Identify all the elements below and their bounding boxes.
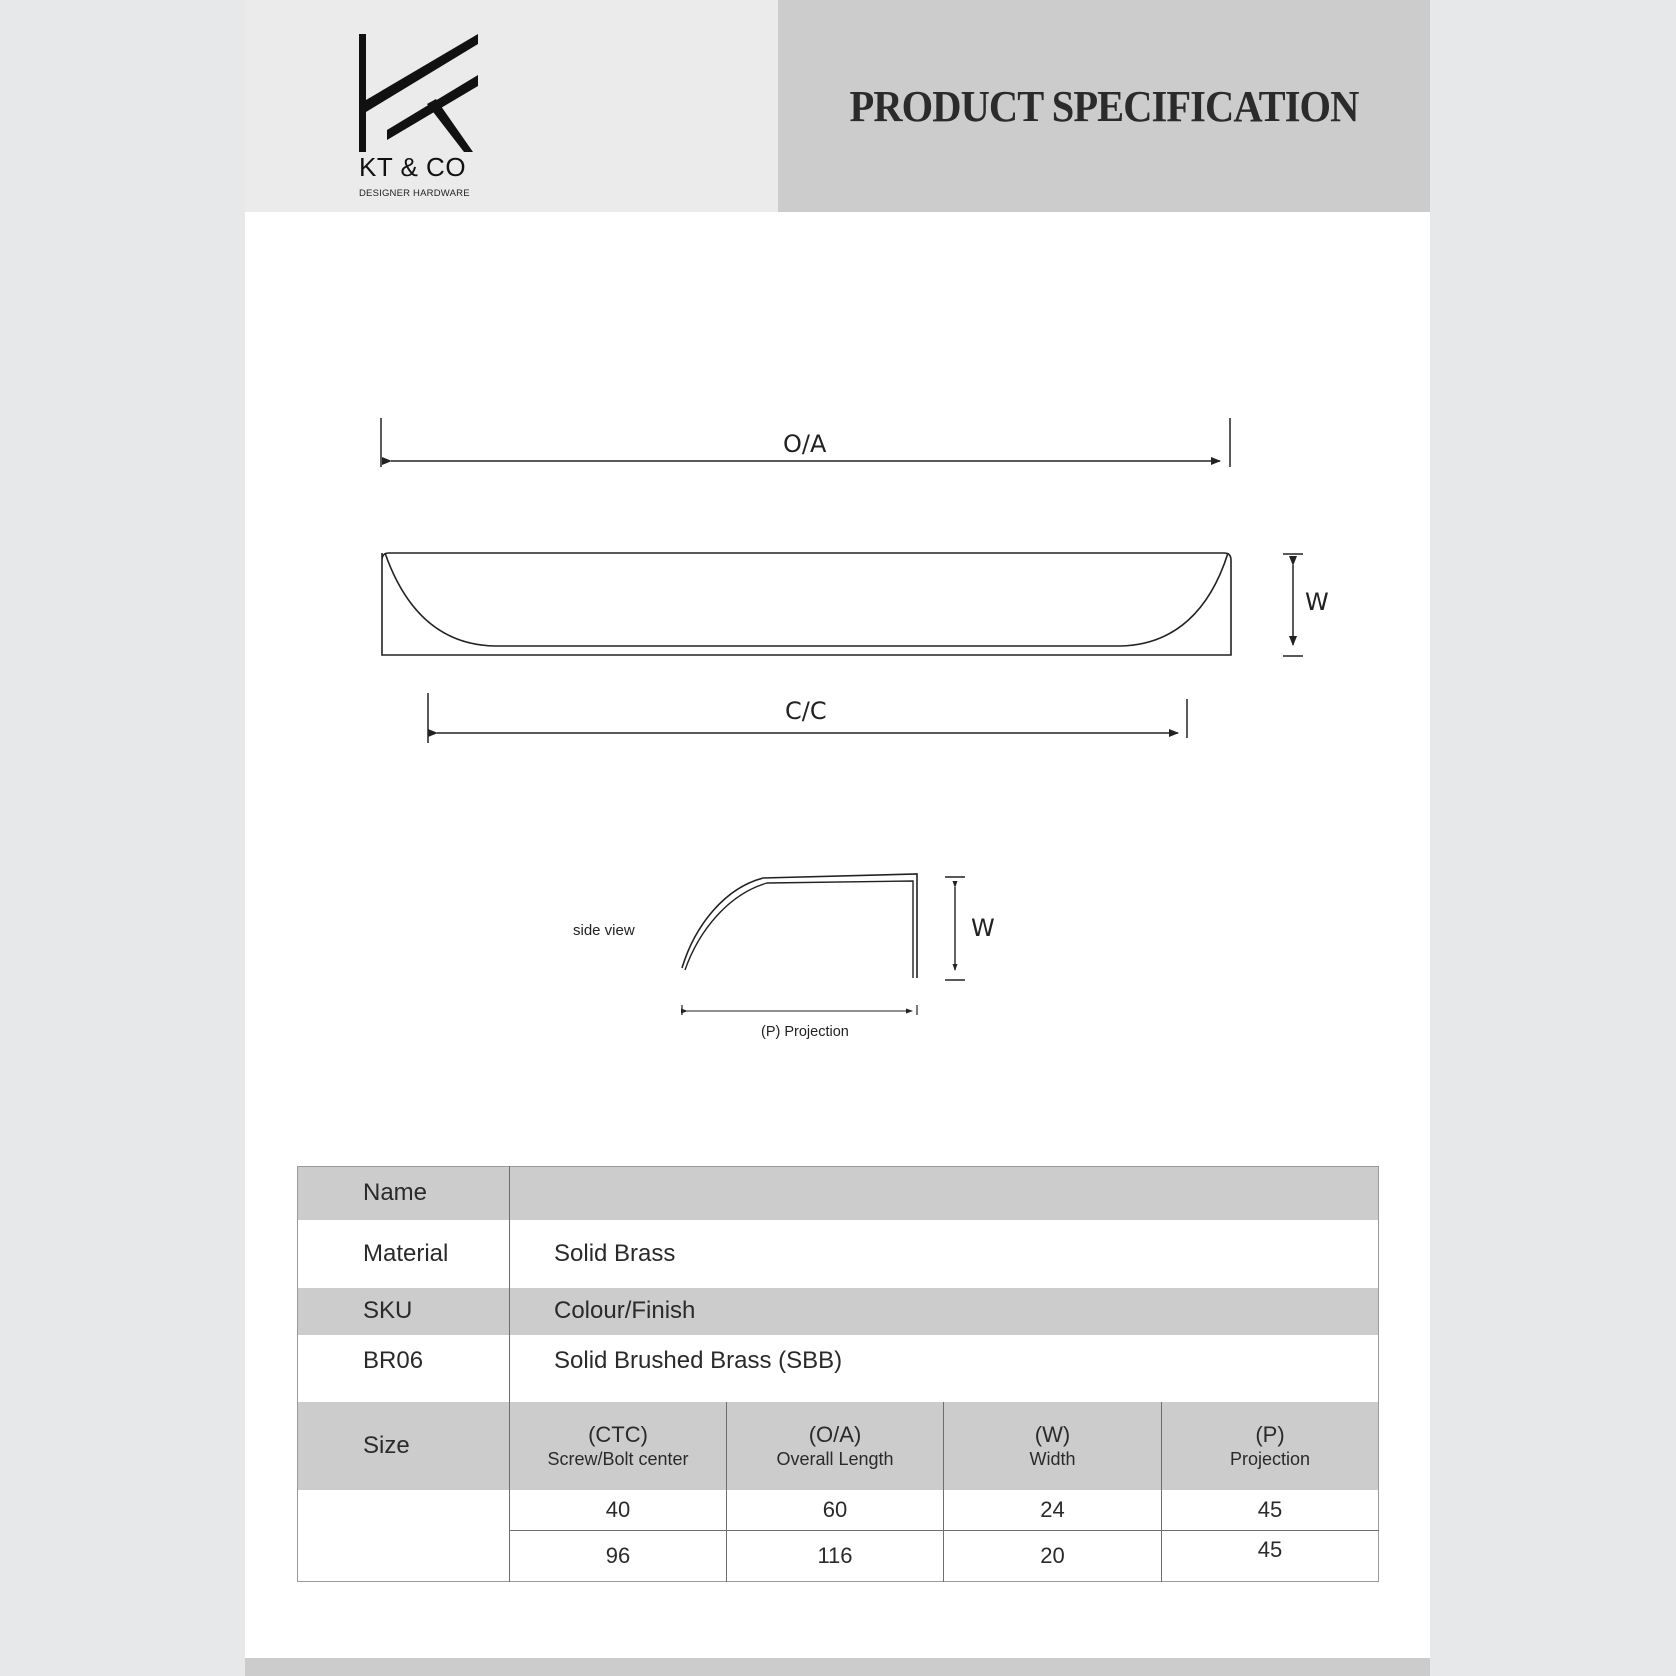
handle-drawing-icon: [245, 0, 1430, 1100]
colour-finish-value: Solid Brushed Brass (SBB): [510, 1335, 1379, 1402]
name-label: Name: [363, 1179, 428, 1207]
projection-desc: Projection: [1229, 1449, 1311, 1469]
oa-value: 60: [727, 1490, 944, 1531]
table-row-sku-value: [298, 1335, 1379, 1402]
projection-code: (P): [1255, 1421, 1285, 1447]
width-header: [944, 1402, 1162, 1490]
spec-table: [297, 1166, 1379, 1582]
projection-value: 45: [1162, 1490, 1379, 1531]
table-row-sku: [298, 1288, 1379, 1335]
table-row-size-header: [298, 1402, 1379, 1490]
oa-code: (O/A): [808, 1421, 862, 1447]
oa-header: [727, 1402, 944, 1490]
brand-tagline: DESIGNER HARDWARE: [359, 188, 470, 199]
table-row-name: [298, 1167, 1379, 1220]
oa-desc: Overall Length: [776, 1449, 894, 1469]
colour-finish-label: Colour/Finish: [510, 1288, 1379, 1335]
size-empty-cell: [298, 1490, 510, 1582]
width-label: W: [1305, 588, 1329, 616]
material-value: Solid Brass: [510, 1220, 1379, 1288]
technical-drawing: [245, 0, 1430, 1100]
overall-length-label: O/A: [783, 430, 827, 458]
ctc-code: (CTC): [588, 1421, 648, 1447]
ctc-header: [510, 1402, 727, 1490]
table-row-material: [298, 1220, 1379, 1288]
name-value: [510, 1167, 1379, 1220]
projection-label: (P) Projection: [761, 1024, 849, 1040]
width-value: 20: [944, 1531, 1162, 1582]
ctc-value: 96: [510, 1531, 727, 1582]
material-label: Material: [363, 1239, 449, 1267]
ctc-value: 40: [510, 1490, 727, 1531]
sku-value: BR06: [363, 1346, 424, 1374]
table-row: [298, 1490, 1379, 1531]
oa-value: 116: [727, 1531, 944, 1582]
projection-header: [1162, 1402, 1379, 1490]
brand-name: KT & CO: [359, 152, 467, 182]
width-desc: Width: [1029, 1449, 1076, 1469]
size-label: Size: [363, 1431, 410, 1459]
side-width-label: W: [971, 914, 995, 942]
sku-label: SKU: [363, 1297, 413, 1324]
width-value: 24: [944, 1490, 1162, 1531]
side-view-caption: side view: [573, 922, 635, 939]
spec-sheet-page: [245, 0, 1430, 1676]
projection-value: 45: [1162, 1531, 1379, 1582]
footer-band: [245, 1658, 1430, 1676]
ctc-desc: Screw/Bolt center: [547, 1449, 689, 1469]
width-code: (W): [1034, 1421, 1071, 1447]
center-to-center-label: C/C: [785, 697, 827, 725]
page-title: PRODUCT SPECIFICATION: [849, 81, 1359, 131]
